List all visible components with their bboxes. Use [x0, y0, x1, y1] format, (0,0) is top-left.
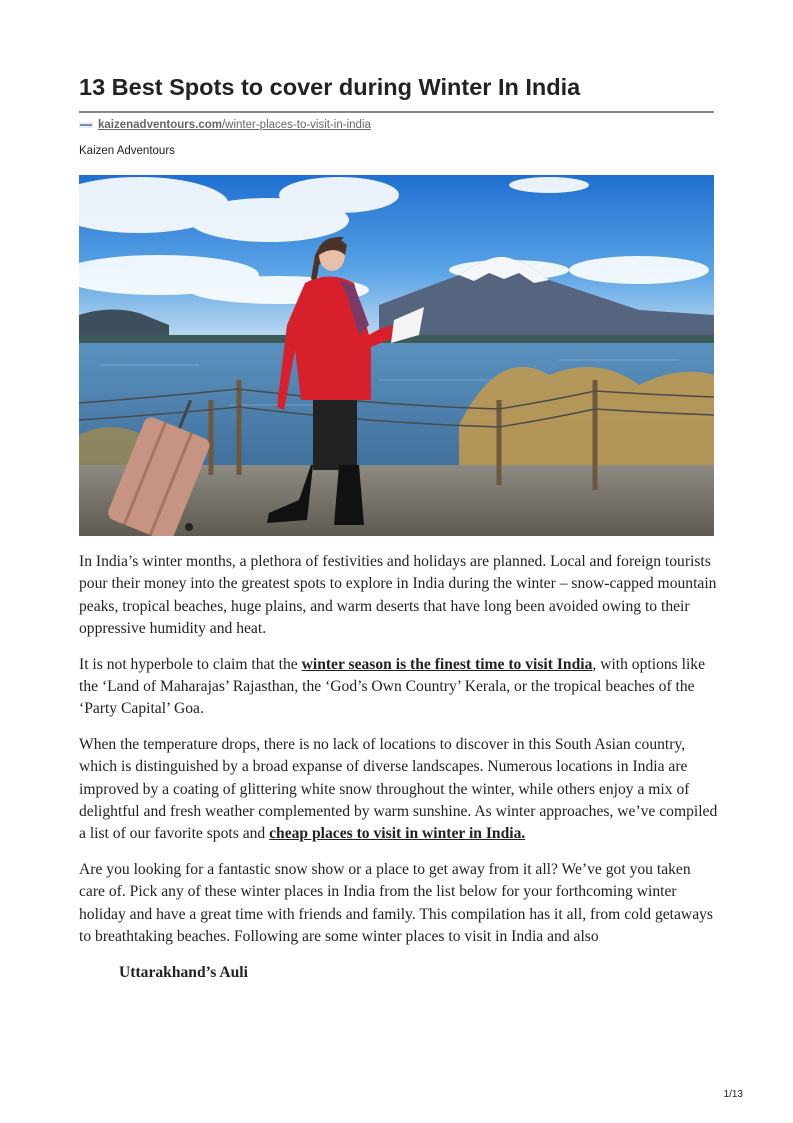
site-favicon-icon [79, 120, 93, 130]
paragraph-4: Are you looking for a fantastic snow show or a place to get away from it all? We’ve got you taken care of. Pick any of these winter places in India from the list below for your forthcoming winter holiday and have a great time with friends and family. This compilation has it all, from cold getaways to breathtaking beaches. Following are some winter places to visit in India and also [79, 861, 713, 945]
title-divider [79, 111, 714, 113]
source-link[interactable] [98, 119, 371, 131]
paragraph-2-after: , with options like the ‘Land of Maharajas’ Rajasthan, the ‘God’s Own Country’ Kerala, or the tropical beaches of the ‘Party Capital’ Goa. [79, 655, 706, 718]
section-heading-auli: Uttarakhand’s Auli [119, 963, 248, 981]
page-title: 13 Best Spots to cover during Winter In India [79, 74, 581, 100]
paragraph-1: In India’s winter months, a plethora of festivities and holidays are planned. Local and foreign tourists pour their money into the greatest spots to explore in India during the winter – snow-capped mountain peaks, tropical beaches, huge plains, and warm deserts that have long been avoided owing to their oppressive humidity and heat. [79, 553, 717, 637]
hero-image [79, 175, 714, 536]
source-domain: kaizenadventours.com [98, 119, 222, 131]
page-number: 1/13 [723, 1089, 743, 1100]
paragraph-3-before: When the temperature drops, there is no lack of locations to discover in this South Asian country, which is distinguished by a broad expanse of diverse landscapes. Numerous locations in India are improved by a coating of glittering white snow throughout the winter, while others enjoy a mix of delightful and fresh weather complemented by warm sunshine. As winter approaches, we’ve compiled a list of our favorite spots and [79, 736, 718, 843]
paragraph-3 [79, 734, 719, 845]
cheap-places-link[interactable]: cheap places to visit in winter in India. [269, 825, 526, 843]
author-name: Kaizen Adventours [79, 145, 175, 157]
paragraph-2 [79, 654, 719, 721]
source-line [79, 119, 371, 131]
source-path: /winter-places-to-visit-in-india [221, 119, 371, 131]
paragraph-2-before: It is not hyperbole to claim that the [79, 655, 302, 673]
winter-season-link[interactable]: winter season is the finest time to visit India [301, 655, 593, 673]
article-body [79, 551, 719, 984]
